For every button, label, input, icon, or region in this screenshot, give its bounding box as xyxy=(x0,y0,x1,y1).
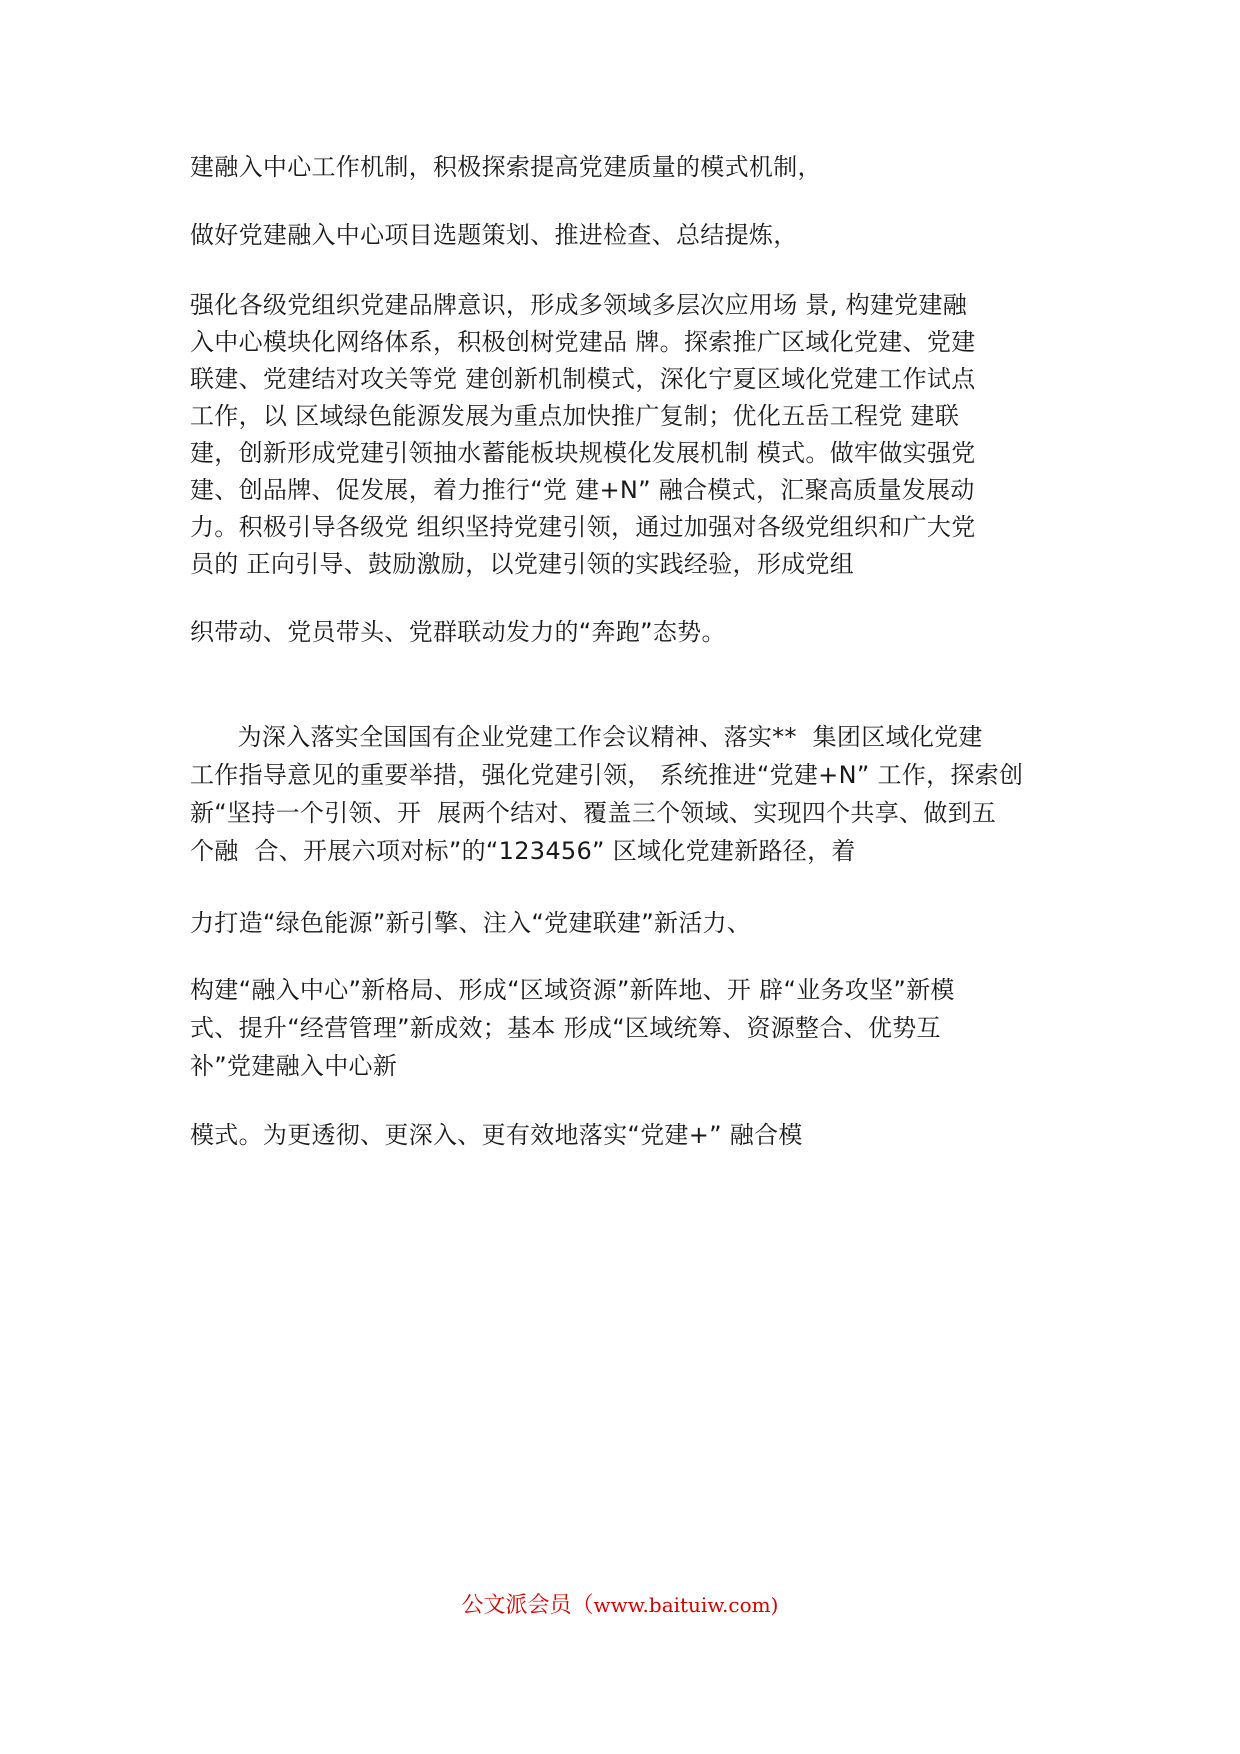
paragraph-line: 联建、党建结对攻关等党 建创新机制模式，深化宁夏区域化党建工作试点 xyxy=(190,365,976,393)
paragraph-line: 构建“融入中心”新格局、形成“区域资源”新阵地、开 辟“业务攻坚”新模 xyxy=(190,976,955,1004)
footer-url: www.baituiw.com) xyxy=(593,1593,779,1617)
paragraph-line: 为深入落实全国国有企业党建工作会议精神、落实** 集团区域化党建 xyxy=(190,723,983,751)
paragraph-line: 入中心模块化网络体系，积极创树党建品 牌。探索推广区域化党建、党建 xyxy=(190,328,976,356)
paragraph-line: 建，创新形成党建引领抽水蓄能板块规模化发展机制 模式。做牢做实强党 xyxy=(190,439,976,467)
paragraph-line: 力。积极引导各级党 组织坚持党建引领，通过加强对各级党组织和广大党 xyxy=(190,513,976,541)
paragraph-line: 模式。为更透彻、更深入、更有效地落实“党建+” 融合模 xyxy=(190,1121,803,1149)
paragraph-line: 新“坚持一个引领、开 展两个结对、覆盖三个领域、实现四个共享、做到五 xyxy=(190,799,997,827)
paragraph-line: 补”党建融入中心新 xyxy=(190,1052,398,1080)
footer-watermark xyxy=(0,1590,1240,1621)
paragraph-line: 织带动、党员带头、党群联动发力的“奔跑”态势。 xyxy=(190,618,726,646)
paragraph-line: 建融入中心工作机制，积极探索提高党建质量的模式机制， xyxy=(190,153,822,181)
paragraph-line: 式、提升“经营管理”新成效；基本 形成“区域统筹、资源整合、优势互 xyxy=(190,1014,941,1042)
paragraph-line: 强化各级党组织党建品牌意识，形成多领域多层次应用场 景, 构建党建融 xyxy=(190,291,968,319)
paragraph-line: 力打造“绿色能源”新引擎、注入“党建联建”新活力、 xyxy=(190,909,752,937)
footer-brand: 公文派会员（ xyxy=(461,1593,594,1618)
paragraph-line: 建、创品牌、促发展，着力推行“党 建+N” 融合模式，汇聚高质量发展动 xyxy=(190,476,975,504)
paragraph-line: 个融 合、开展六项对标”的“123456” 区域化党建新路径，着 xyxy=(190,837,856,865)
paragraph-line: 做好党建融入中心项目选题策划、推进检查、总结提炼， xyxy=(190,221,798,249)
paragraph-line: 员的 正向引导、鼓励激励，以党建引领的实践经验，形成党组 xyxy=(190,550,855,578)
paragraph-line: 工作指导意见的重要举措，强化党建引领， 系统推进“党建+N” 工作，探索创 xyxy=(190,761,1024,789)
paragraph-line: 工作，以 区域绿色能源发展为重点加快推广复制；优化五岳工程党 建联 xyxy=(190,402,960,430)
